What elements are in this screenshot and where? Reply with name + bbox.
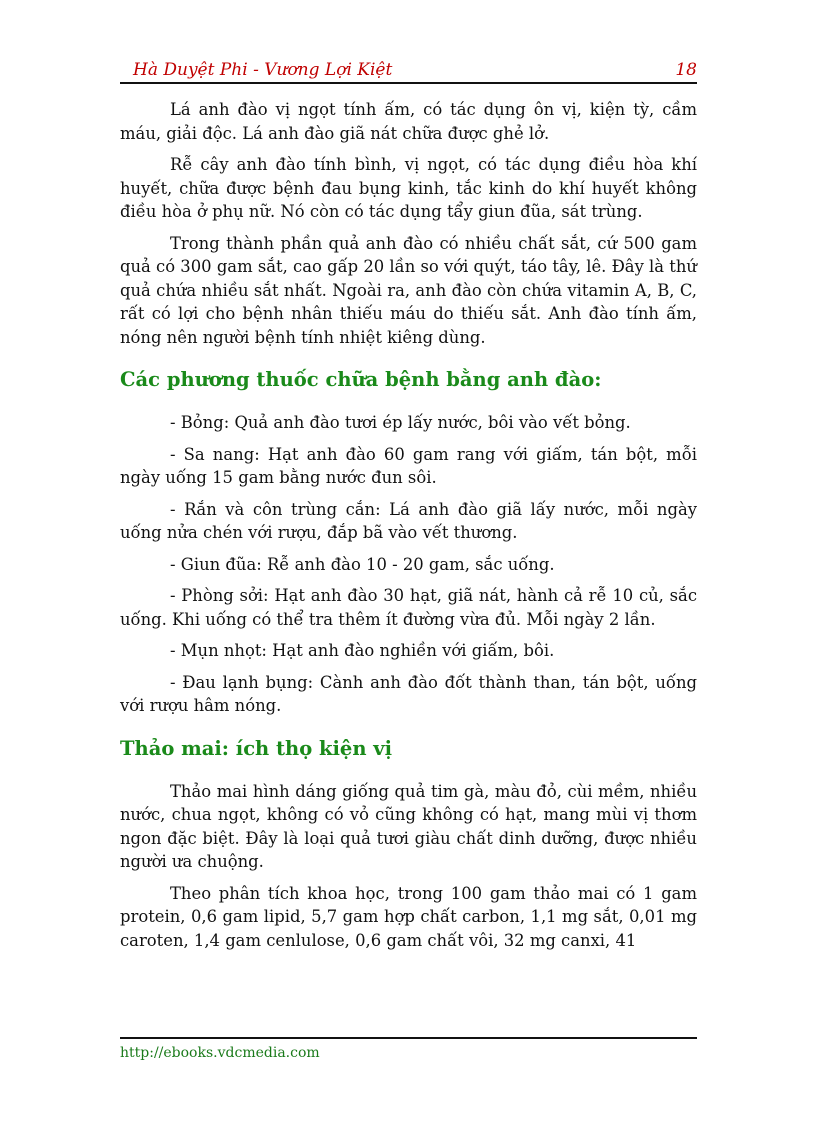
paragraph: Rễ cây anh đào tính bình, vị ngọt, có tác dụng điều hòa khí huyết, chữa được bệnh đau bụng kinh, tắc kinh do khí huyết không điều hòa ở phụ nữ. Nó còn có tác dụng tẩy giun đũa, sát trùng. — [120, 155, 697, 221]
paragraph: Thảo mai hình dáng giống quả tim gà, màu đỏ, cùi mềm, nhiều nước, chua ngọt, không có vỏ cũng không có hạt, mang mùi vị thơm ngon đặc biệt. Đây là loại quả tươi giàu chất dinh dưỡng, được nhiều người ưa chuộng. — [120, 781, 697, 871]
header-title: Hà Duyệt Phi - Vương Lợi Kiệt — [133, 60, 393, 80]
remedy-item: - Đau lạnh bụng: Cành anh đào đốt thành than, tán bột, uống với rượu hâm nóng. — [120, 672, 697, 715]
remedy-item: - Giun đũa: Rễ anh đào 10 - 20 gam, sắc uống. — [170, 554, 555, 574]
section-heading-remedies: Các phương thuốc chữa bệnh bằng anh đào: — [120, 368, 602, 391]
page-header — [120, 60, 697, 84]
page-footer — [120, 1037, 697, 1061]
paragraph: Theo phân tích khoa học, trong 100 gam thảo mai có 1 gam protein, 0,6 gam lipid, 5,7 gam hợp chất carbon, 1,1 mg sắt, 0,01 mg caroten, 1,4 gam cenlulose, 0,6 gam chất vôi, 32 mg canxi, 41 — [120, 883, 697, 950]
remedy-item: - Sa nang: Hạt anh đào 60 gam rang với giấm, tán bột, mỗi ngày uống 15 gam bằng nước đun sôi. — [120, 444, 697, 487]
page-number: 18 — [675, 60, 697, 80]
remedy-item: - Rắn và côn trùng cắn: Lá anh đào giã lấy nước, mỗi ngày uống nửa chén với rượu, đắp bã vào vết thương. — [120, 499, 697, 542]
footer-link[interactable]: http://ebooks.vdcmedia.com — [120, 1045, 320, 1061]
remedy-item: - Phòng sởi: Hạt anh đào 30 hạt, giã nát, hành cả rễ 10 củ, sắc uống. Khi uống có thể tra thêm ít đường vừa đủ. Mỗi ngày 2 lần. — [120, 586, 697, 629]
paragraph: Lá anh đào vị ngọt tính ấm, có tác dụng ôn vị, kiện tỳ, cầm máu, giải độc. Lá anh đào giã nát chữa được ghẻ lở. — [120, 100, 697, 143]
remedy-item: - Mụn nhọt: Hạt anh đào nghiền với giấm, bôi. — [170, 641, 555, 660]
remedy-item: - Bỏng: Quả anh đào tươi ép lấy nước, bôi vào vết bỏng. — [170, 413, 631, 432]
paragraph: Trong thành phần quả anh đào có nhiều chất sắt, cứ 500 gam quả có 300 gam sắt, cao gấp 20 lần so với quýt, táo tây, lê. Đây là thứ quả chứa nhiều sắt nhất. Ngoài ra, anh đào còn chứa vitamin A, B, C, rất có lợi cho bệnh nhân thiếu máu do thiếu sắt. Anh đào tính ấm, nóng nên người bệnh tính nhiệt kiêng dùng. — [120, 233, 697, 347]
section-heading-strawberry: Thảo mai: ích thọ kiện vị — [120, 736, 393, 760]
page-content — [120, 98, 697, 960]
